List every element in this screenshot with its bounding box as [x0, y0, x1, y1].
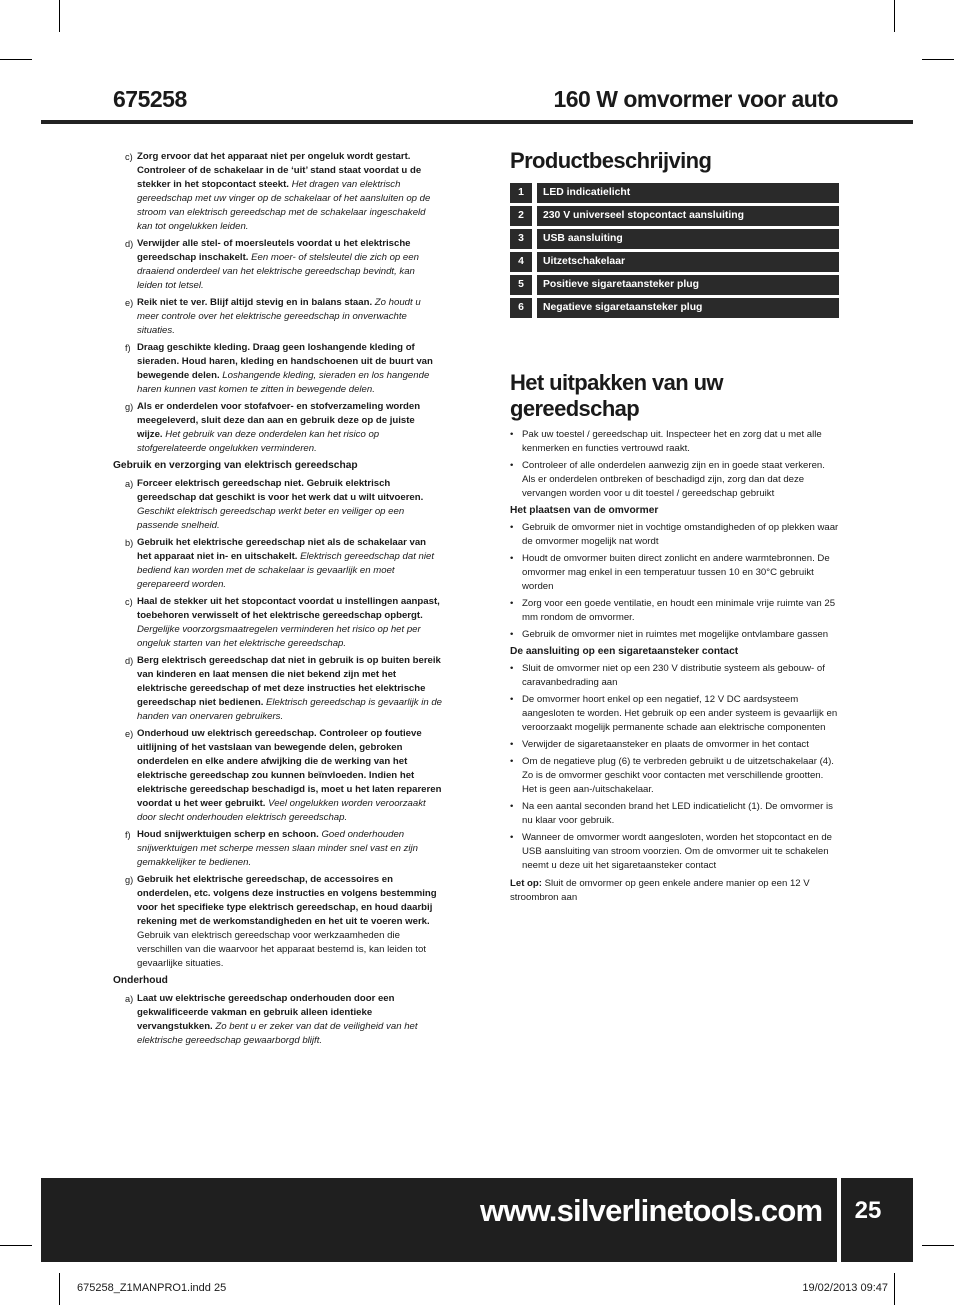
crop-mark: [0, 1245, 32, 1246]
left-column: [113, 150, 443, 1051]
list-item: [113, 477, 443, 533]
list-item: [113, 237, 443, 293]
bullet-icon: •: [510, 460, 514, 471]
bullet-text: Controleer of alle onderdelen aanwezig zijn en in goede staat verkeren. Als er onderdelen ontbreken of beschadigd zijn, zorg dan dat deze vervangen worden voor u dit toestel / gereedschap gebruikt: [522, 460, 825, 499]
part-number: 4: [510, 252, 532, 272]
unpacking-list: [510, 428, 840, 501]
bullet-item: [510, 521, 840, 549]
product-part-row: [510, 183, 839, 203]
part-name: LED indicatielicht: [537, 183, 839, 203]
part-name: USB aansluiting: [537, 229, 839, 249]
bullet-icon: •: [510, 522, 514, 533]
item-bold-text: Zorg ervoor dat het apparaat niet per ongeluk wordt gestart. Controleer of de schakelaar in de ‘uit’ stand staat voordat u de stekker in het stopcontact steekt.: [137, 151, 422, 190]
part-name: Positieve sigaretaansteker plug: [537, 275, 839, 295]
bullet-icon: •: [510, 598, 514, 609]
product-part-row: [510, 252, 839, 272]
product-code: 675258: [113, 86, 187, 112]
bullet-icon: •: [510, 694, 514, 705]
bullet-icon: •: [510, 429, 514, 440]
bullet-text: De omvormer hoort enkel op een negatief, 12 V DC aardsysteem aangesloten te worden. Het gebruik op een ander systeem is gevaarlijk en veroorzaakt mogelijk permanente schade aan elektrische componenten: [522, 694, 838, 733]
part-number: 6: [510, 298, 532, 318]
item-italic-text: Zo bent u er zeker van dat de veiligheid van het elektrische gereedschap gewaarborgd blijft.: [137, 1021, 418, 1046]
file-slug: 675258_Z1MANPRO1.indd 25: [77, 1282, 227, 1294]
product-part-row: [510, 275, 839, 295]
item-label: d): [125, 239, 134, 249]
item-italic-text: Een moer- of stelsleutel die zich op een draaiend onderdeel van het elektrische gereedschap bevindt, kan leiden tot letsel.: [137, 252, 419, 291]
list-item: [113, 595, 443, 651]
bullet-text: Verwijder de sigaretaansteker en plaats de omvormer in het contact: [522, 739, 809, 750]
item-label: c): [125, 152, 133, 162]
bullet-icon: •: [510, 739, 514, 750]
bullet-icon: •: [510, 832, 514, 843]
note-text: Sluit de omvormer op geen enkele andere manier op een 12 V stroombron aan: [510, 878, 810, 903]
item-label: f): [125, 830, 131, 840]
maintenance-list: [113, 992, 443, 1048]
bullet-item: [510, 428, 840, 456]
unpacking-title-line-2: gereedschap: [510, 396, 640, 421]
bullet-text: Om de negatieve plug (6) te verbreden gebruikt u de uitzetschakelaar (4). Zo is de omvormer geschikt voor contacten met verschillende grootten. Het is geen aan-/uitschakelaar.: [522, 756, 834, 795]
item-italic-text: Dergelijke voorzorgsmaatregelen verminderen het risico op het per ongeluk starten van het elektrische gereedschap.: [137, 624, 421, 649]
bullet-item: [510, 831, 840, 873]
item-italic-text: Goed onderhouden snijwerktuigen met scherpe messen slaan minder snel vast en zijn gemakkelijker te bedienen.: [137, 829, 419, 868]
placement-heading: Het plaatsen van de omvormer: [510, 505, 659, 516]
item-bold-text: Reik niet te ver. Blijf altijd stevig en in balans staan.: [137, 297, 373, 308]
crop-mark: [894, 1273, 895, 1305]
safety-list: [113, 150, 443, 456]
bullet-icon: •: [510, 801, 514, 812]
item-bold-text: Berg elektrisch gereedschap dat niet in gebruik is op buiten bereik van kinderen en laat mensen die niet bekend zijn met het elektrische gereedschap of met deze instructies het elektrische gereedschap niet bedienen.: [137, 655, 441, 708]
item-bold-text: Draag geschikte kleding. Draag geen loshangende kleding of sieraden. Houd haren, kleding en handschoenen uit de buurt van bewegende delen.: [137, 342, 433, 381]
right-column: [510, 148, 840, 905]
item-bold-text: Gebruik het elektrische gereedschap niet als de schakelaar van het apparaat niet in- en uitschakelt.: [137, 537, 427, 562]
product-description-title: Productbeschrijving: [510, 148, 712, 173]
item-italic-text: Het gebruik van deze onderdelen kan het risico op stofgerelateerde ongelukken verminderen.: [137, 429, 380, 454]
placement-list: [510, 521, 840, 642]
bullet-icon: •: [510, 756, 514, 767]
list-item: [113, 873, 443, 971]
item-italic-text: Zo houdt u meer controle over het elektrische gereedschap in onverwachte situaties.: [137, 297, 421, 336]
item-italic-text: Loshangende kleding, sieraden en los hangende haren kunnen vast komen te zitten in bewegende delen.: [137, 370, 430, 395]
list-item: [113, 992, 443, 1048]
product-part-row: [510, 229, 839, 249]
item-label: e): [125, 729, 134, 739]
part-name: 230 V universeel stopcontact aansluiting: [537, 206, 839, 226]
bullet-item: [510, 597, 840, 625]
item-bold-text: Forceer elektrisch gereedschap niet. Gebruik elektrisch gereedschap dat geschikt is voor het werk dat u wilt uitvoeren.: [137, 478, 424, 503]
unpacking-title-line-1: Het uitpakken van uw: [510, 370, 723, 395]
bullet-item: [510, 755, 840, 797]
bullet-text: Houdt de omvormer buiten direct zonlicht en andere warmtebronnen. De omvormer mag enkel in een temperatuur tussen 10 en 30°C gebruikt worden: [522, 553, 830, 592]
bullet-text: Pak uw toestel / gereedschap uit. Inspecteer het en zorg dat u met alle kenmerken en functies vertrouwd raakt.: [522, 429, 822, 454]
list-item: [113, 150, 443, 234]
list-item: [113, 341, 443, 397]
part-number: 1: [510, 183, 532, 203]
connection-heading: De aansluiting op een sigaretaansteker contact: [510, 646, 739, 657]
page-title: 160 W omvormer voor auto: [553, 86, 838, 112]
bullet-text: Gebruik de omvormer niet in vochtige omstandigheden of op plekken waar de omvormer mogelijk nat wordt: [522, 522, 839, 547]
part-number: 2: [510, 206, 532, 226]
note-label: Let op:: [510, 878, 542, 889]
item-bold-text: Gebruik het elektrische gereedschap, de accessoires en onderdelen, etc. volgens deze instructies en volgens bestemming voor het specifieke type elektrisch gereedschap, en houd daarbij rekening met de werkomstandigheden en het uit te voeren werk.: [137, 874, 437, 927]
item-bold-text: Laat uw elektrische gereedschap onderhouden door een gekwalificeerde vakman en gebruik alleen identieke vervangstukken.: [137, 993, 395, 1032]
bullet-text: Zorg voor een goede ventilatie, en houdt een minimale vrije ruimte van 25 mm rondom de omvormer.: [522, 598, 836, 623]
bullet-icon: •: [510, 629, 514, 640]
section-heading-use: Gebruik en verzorging van elektrisch gereedschap: [113, 460, 358, 471]
list-item: [113, 536, 443, 592]
bullet-item: [510, 552, 840, 594]
item-label: g): [125, 875, 134, 885]
date-slug: 19/02/2013 09:47: [802, 1282, 888, 1294]
list-item: [113, 400, 443, 456]
crop-mark: [894, 0, 895, 32]
header-rule: [41, 120, 913, 124]
connection-list: [510, 662, 840, 873]
part-name: Negatieve sigaretaansteker plug: [537, 298, 839, 318]
list-item: [113, 828, 443, 870]
bullet-text: Wanneer de omvormer wordt aangesloten, worden het stopcontact en de USB aansluiting van stroom voorzien. Om de omvormer uit te schakelen neemt u deze uit het sigaretaansteker contact: [522, 832, 833, 871]
part-number: 5: [510, 275, 532, 295]
item-bold-text: Onderhoud uw elektrisch gereedschap. Controleer op foutieve uitlijning of het vastslaan van bewegende delen, gebroken onderdelen en elke andere afwijking die de werking van het elektrische gereedschap zou kunnen beïnvloeden. Indien het elektrische gereedschap beschadigd is, moet u het laten repareren voordat u het weer gebruikt.: [137, 728, 442, 809]
note: [510, 877, 840, 905]
section-heading-maintenance: Onderhoud: [113, 975, 168, 986]
bullet-icon: •: [510, 663, 514, 674]
item-plain-text: Gebruik van elektrisch gereedschap voor werkzaamheden die verschillen van die waarvoor het apparaat bestemd is, kan leiden tot gevaarlijke situaties.: [137, 930, 427, 969]
bullet-text: Gebruik de omvormer niet in ruimtes met mogelijke ontvlambare gassen: [522, 629, 829, 640]
list-item: [113, 296, 443, 338]
part-number: 3: [510, 229, 532, 249]
crop-mark: [59, 1273, 60, 1305]
product-parts-table: [510, 180, 839, 321]
item-bold-text: Haal de stekker uit het stopcontact voordat u instellingen aanpast, toebehoren verwisselt of het elektrische gereedschap opbergt.: [137, 596, 440, 621]
list-item: [113, 654, 443, 724]
item-label: c): [125, 597, 133, 607]
bullet-item: [510, 662, 840, 690]
item-italic-text: Elektrisch gereedschap is gevaarlijk in de handen van onervaren gebruikers.: [137, 697, 443, 722]
item-label: f): [125, 343, 131, 353]
bullet-text: Na een aantal seconden brand het LED indicatielicht (1). De omvormer is nu klaar voor gebruik.: [522, 801, 833, 826]
item-italic-text: Elektrisch gereedschap dat niet bediend kan worden met de schakelaar is gevaarlijk en moet gerepareerd worden.: [137, 551, 434, 590]
website-url[interactable]: www.silverlinetools.com: [480, 1193, 823, 1228]
item-label: d): [125, 656, 134, 666]
item-label: e): [125, 298, 134, 308]
crop-mark: [59, 0, 60, 32]
item-bold-text: Houd snijwerktuigen scherp en schoon.: [137, 829, 319, 840]
item-italic-text: Het dragen van elektrisch gereedschap met uw vinger op de schakelaar of het aansluiten op de stroom van elektrisch gereedschap met de schakelaar ingeschakeld kan tot ongelukken leiden.: [137, 179, 431, 232]
crop-mark: [922, 59, 954, 60]
product-part-row: [510, 298, 839, 318]
bullet-item: [510, 459, 840, 501]
bullet-icon: •: [510, 553, 514, 564]
bullet-item: [510, 628, 840, 642]
bullet-item: [510, 738, 840, 752]
bullet-item: [510, 693, 840, 735]
part-name: Uitzetschakelaar: [537, 252, 839, 272]
list-item: [113, 727, 443, 825]
bullet-item: [510, 800, 840, 828]
item-label: a): [125, 994, 134, 1004]
product-part-row: [510, 206, 839, 226]
item-italic-text: Geschikt elektrisch gereedschap werkt beter en veiliger op een passende snelheid.: [137, 506, 405, 531]
crop-mark: [0, 59, 32, 60]
crop-mark: [922, 1245, 954, 1246]
bullet-text: Sluit de omvormer niet op een 230 V distributie systeem als gebouw- of caravanbedrading aan: [522, 663, 825, 688]
item-italic-text: Veel ongelukken worden veroorzaakt door slecht onderhouden elektrisch gereedschap.: [137, 798, 426, 823]
item-label: b): [125, 538, 134, 548]
page-number: 25: [854, 1197, 882, 1224]
item-label: g): [125, 402, 134, 412]
item-label: a): [125, 479, 134, 489]
use-care-list: [113, 477, 443, 971]
item-bold-text: Als er onderdelen voor stofafvoer- en stofverzameling worden meegeleverd, sluit deze dan aan en gebruik deze op de juiste wijze.: [137, 401, 421, 440]
item-bold-text: Verwijder alle stel- of moersleutels voordat u het elektrische gereedschap inschakelt.: [137, 238, 411, 263]
